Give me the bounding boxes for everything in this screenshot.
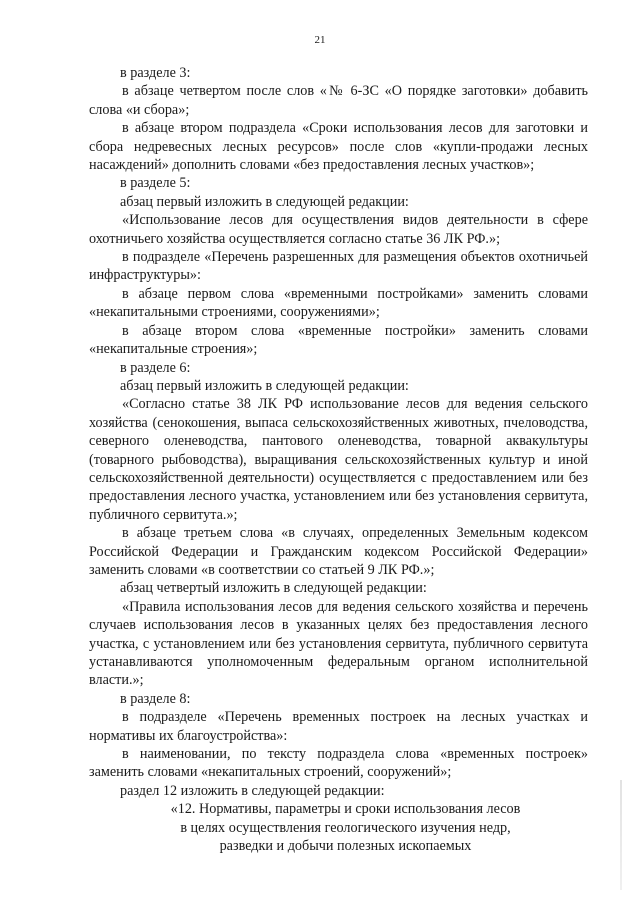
paragraph: в абзаце втором слова «временные постройки» заменить словами «некапитальные строения»;: [89, 322, 588, 358]
scan-edge-mark: [620, 780, 622, 890]
paragraph: в абзаце втором подраздела «Сроки использования лесов для заготовки и сбора недревесных лесных ресурсов» после слов «купли-продажи лесных насаждений» дополнить словами «без предоставления лесных участков»;: [89, 120, 588, 174]
paragraph: абзац четвертый изложить в следующей редакции:: [120, 580, 427, 597]
section-heading-line: в целях осуществления геологического изучения недр,: [180, 819, 511, 836]
section-heading-line: «12. Нормативы, параметры и сроки использования лесов: [170, 801, 521, 818]
paragraph: в разделе 8:: [120, 690, 191, 707]
paragraph: раздел 12 изложить в следующей редакции:: [120, 782, 385, 799]
paragraph: в абзаце третьем слова «в случаях, определенных Земельным кодексом Российской Федерации и Гражданским кодексом Российской Федерации» заменить словами «в соответствии со статьей 9 ЛК РФ.»;: [89, 525, 588, 578]
paragraph: «Согласно статье 38 ЛК РФ использование лесов для ведения сельского хозяйства (сенокошения, выпаса сельскохозяйственных животных, пчеловодства, северного оленеводства, пантового оленеводства, товарной аквакультуры (товарного рыбоводства), выращивания сельскохозяйственных культур и иной сельскохозяйственной деятельности) осуществляется с предоставлением или без предоставления лесного участка, установлением или без установления сервитута, публичного сервитута.»;: [89, 396, 588, 523]
paragraph: в наименовании, по тексту подраздела слова «временных построек» заменить словами «некапитальных строений, сооружений»;: [89, 746, 588, 781]
paragraph: «Правила использования лесов для ведения сельского хозяйства и перечень случаев использования лесов в указанных целях без предоставления лесного участка, с установлением или без установления сервитута, публичного сервитута устанавливаются уполномоченным федеральным органом исполнительной власти.»;: [89, 598, 588, 689]
paragraph: в подразделе «Перечень временных построек на лесных участках и нормативы их благоустройства»:: [89, 709, 588, 744]
document-body: [89, 64, 588, 855]
paragraph: в абзаце четвертом после слов «№ 6-ЗС «О порядке заготовки» добавить слова «и сбора»;: [89, 83, 588, 118]
paragraph: в подразделе «Перечень разрешенных для размещения объектов охотничьей инфраструктуры»:: [89, 249, 588, 284]
paragraph: абзац первый изложить в следующей редакции:: [120, 193, 409, 210]
paragraph: в абзаце первом слова «временными постройками» заменить словами «некапитальными строениями, сооружениями»;: [89, 285, 588, 321]
section-heading-line: разведки и добычи полезных ископаемых: [219, 838, 472, 855]
paragraph: в разделе 3:: [120, 65, 191, 81]
paragraph: «Использование лесов для осуществления видов деятельности в сфере охотничьего хозяйства осуществляется согласно статье 36 ЛК РФ.»;: [89, 212, 588, 247]
page-number: 21: [314, 34, 326, 46]
paragraph: в разделе 5:: [120, 175, 191, 192]
paragraph: абзац первый изложить в следующей редакции:: [120, 377, 409, 394]
paragraph: в разделе 6:: [120, 359, 191, 376]
